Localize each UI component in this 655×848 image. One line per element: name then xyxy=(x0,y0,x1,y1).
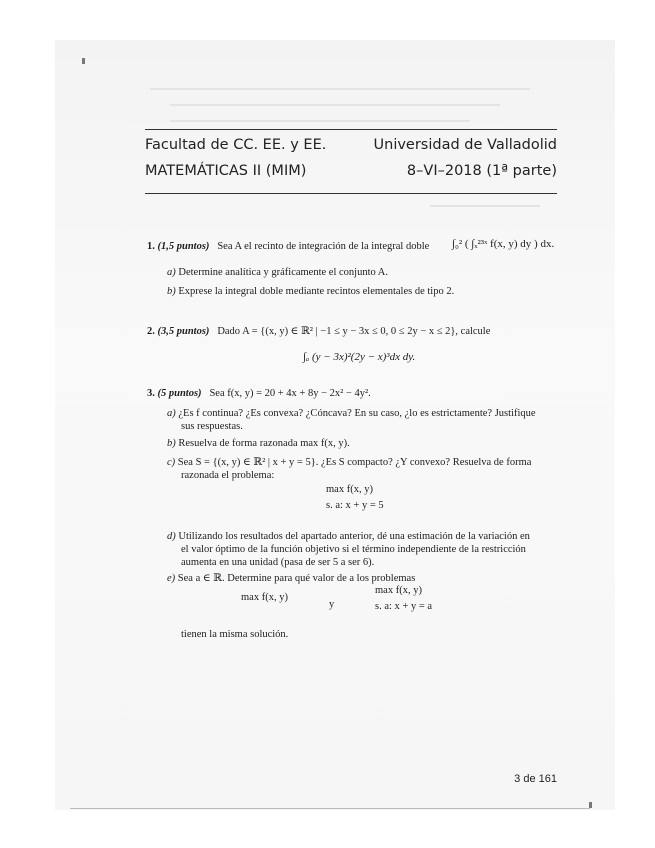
problem-e-right-objective: max f(x, y) xyxy=(375,585,422,596)
bleed-through-line xyxy=(170,120,470,122)
course-title: MATEMÁTICAS II (MIM) xyxy=(145,163,307,179)
page-edge xyxy=(70,808,590,809)
bleed-through-line xyxy=(170,104,500,106)
problem-statement: Sea f(x, y) = 20 + 4x + 8y − 2x² − 4y². xyxy=(209,388,371,399)
problem-3-item-c-line-2: razonada el problema: xyxy=(181,470,275,481)
problem-number: 1. xyxy=(147,241,155,252)
problem-e-conjunction: y xyxy=(329,599,335,610)
problem-3-item-d-line-1: d) Utilizando los resultados del apartado anterior, dé una estimación de la variación en xyxy=(167,531,530,542)
bleed-through-line xyxy=(150,88,530,90)
problem-3-item-d-line-2: el valor óptimo de la función objetivo si el término independiente de la restricción xyxy=(181,544,526,555)
problem-c-objective: max f(x, y) xyxy=(326,484,373,495)
problem-e-left: max f(x, y) xyxy=(241,592,288,603)
problem-1-heading xyxy=(147,240,429,253)
problem-2-heading: 2. (3,5 puntos) Dado A = {(x, y) ∈ ℝ² | −1 ≤ y − 3x ≤ 0, 0 ≤ 2y − x ≤ 2}, calcule xyxy=(147,326,491,337)
problem-3-closing: tienen la misma solución. xyxy=(181,629,289,640)
faculty-name: Facultad de CC. EE. y EE. xyxy=(145,137,327,153)
problem-statement: Dado A = {(x, y) ∈ ℝ² | −1 ≤ y − 3x ≤ 0, 0 ≤ 2y − x ≤ 2}, calcule xyxy=(217,326,491,337)
scanned-page-background xyxy=(55,40,615,810)
problem-1-item-b: b) Exprese la integral doble mediante recintos elementales de tipo 2. xyxy=(167,286,455,297)
problem-3-item-a-line-2: sus respuestas. xyxy=(181,421,243,432)
problem-3-item-a-line-1: a) ¿Es f continua? ¿Es convexa? ¿Cóncava? En su caso, ¿lo es estrictamente? Justifique xyxy=(167,408,536,419)
problem-2-integral: ∫ₐ (y − 3x)²(2y − x)³dx dy. xyxy=(303,351,416,363)
problem-1-item-a: a) Determine analítica y gráficamente el conjunto A. xyxy=(167,267,388,278)
page-counter: 3 de 161 xyxy=(514,773,557,785)
problem-3-heading: 3. (5 puntos) Sea f(x, y) = 20 + 4x + 8y − 2x² − 4y². xyxy=(147,388,371,399)
problem-3-item-c-line-1: c) Sea S = {(x, y) ∈ ℝ² | x + y = 5}. ¿Es S compacto? ¿Y convexo? Resuelva de forma xyxy=(167,457,532,468)
problem-1-integral: ∫₀² ( ∫ₓ²³ˣ f(x, y) dy ) dx. xyxy=(452,238,555,250)
problem-3-item-b: b) Resuelva de forma razonada max f(x, y). xyxy=(167,438,350,449)
bleed-through-line xyxy=(430,205,540,207)
problem-c-constraint: s. a: x + y = 5 xyxy=(326,500,384,511)
problem-3-item-d-line-3: aumenta en una unidad (pasa de ser 5 a ser 6). xyxy=(181,557,375,568)
header-bottom-rule xyxy=(145,193,557,194)
header-top-rule xyxy=(145,129,557,130)
exam-date: 8–VI–2018 (1ª parte) xyxy=(406,163,557,179)
problem-e-right-constraint: s. a: x + y = a xyxy=(375,601,433,612)
problem-statement: Sea A el recinto de integración de la integral doble xyxy=(217,241,430,252)
scan-mark xyxy=(82,58,85,64)
problem-points: (1,5 puntos) xyxy=(157,241,210,252)
university-name: Universidad de Valladolid xyxy=(373,137,557,153)
problem-3-item-e: e) Sea a ∈ ℝ. Determine para qué valor de a los problemas xyxy=(167,573,416,584)
